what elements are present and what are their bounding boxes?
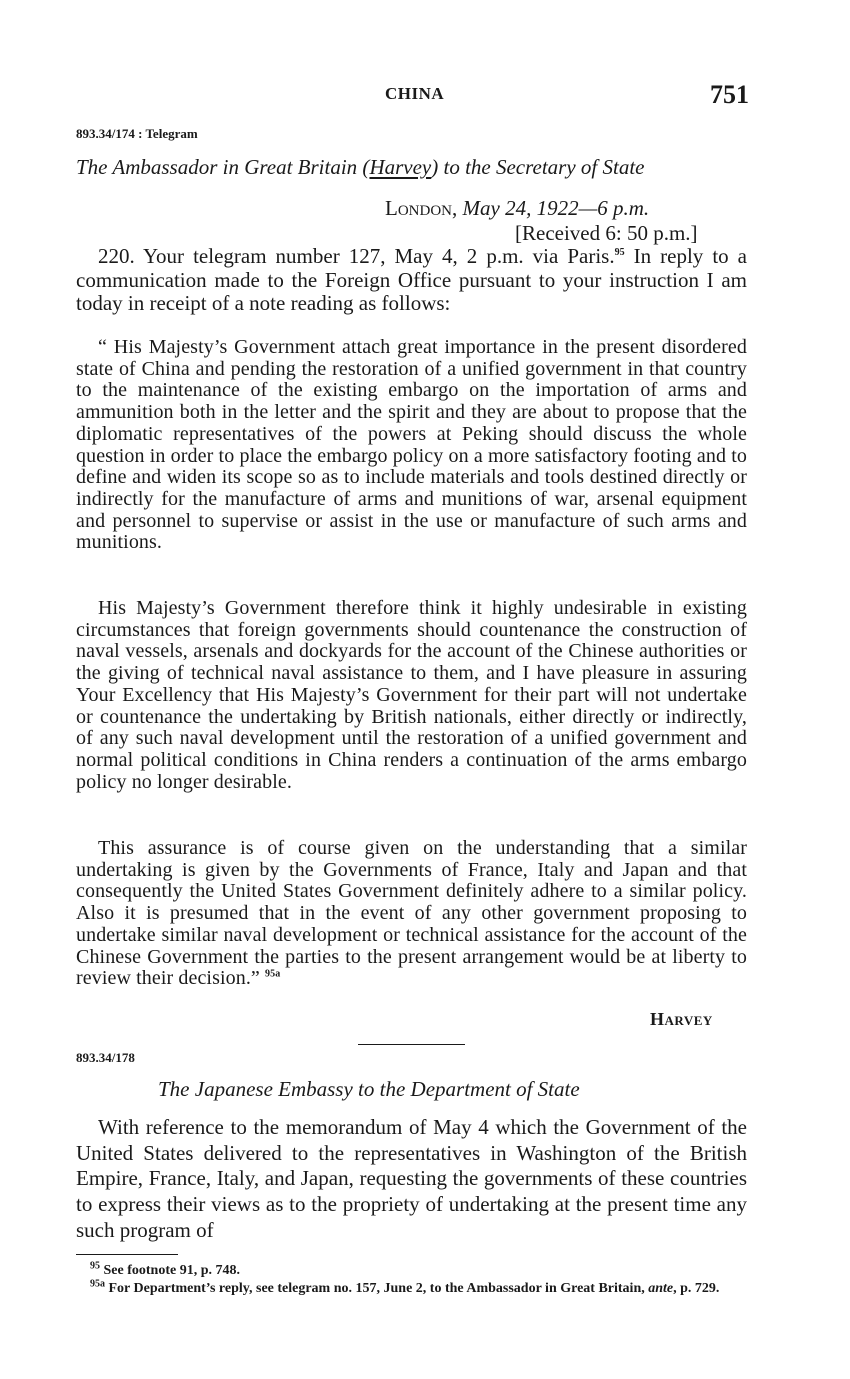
running-title: CHINA (385, 84, 445, 103)
quote-paragraph-3: This assurance is of course given on the understanding that a similar undertaking is given by the Governments of France, Italy and Japan and that consequently the United States Government definitely adhere to a similar policy. Also it is presumed that in the event of any other government proposing to undertake similar naval development or technical assistance for the account of the Chinese Government the parties to the present arrangement would be at liberty to review their decision.” $^{95a}$ (76, 837, 747, 990)
received-note: [Received 6: 50 p.m.] (515, 221, 698, 245)
section-divider (358, 1044, 465, 1045)
footnote-95a: $^{95a}$ For Department’s reply, see telegram no. 157, June 2, to the Ambassador in Great Britain, ante, p. 729. (90, 1278, 720, 1296)
file-reference: 893.34/174 : Telegram (76, 126, 198, 141)
embassy-memo-body: With reference to the memorandum of May 4 which the Government of the United States delivered to the representatives in Washington of the British Empire, France, Italy, and Japan, requesting the governments of these countries to express their views as to the propriety of undertaking at the present time any such program of (76, 1115, 747, 1242)
dateline (385, 196, 649, 221)
file-reference-2: 893.34/178 (76, 1050, 135, 1065)
signature: Harvey (650, 1009, 713, 1029)
document-heading-2: The Japanese Embassy to the Department of State (158, 1077, 580, 1101)
quote-paragraph-2: His Majesty’s Government therefore think it highly undesirable in existing circumstances that foreign governments should countenance the construction of naval vessels, arsenals and dockyards for the account of the Chinese authorities or the giving of technical naval assistance to them, and I have pleasure in assuring Your Excellency that His Majesty’s Government for their part will not undertake or countenance the undertaking by British nationals, either directly or indirectly, of any such naval development until the restoration of a unified government and normal political conditions in China renders a continuation of the arms embargo policy no longer desirable. (76, 597, 747, 793)
footnote-95: $^{95}$ See footnote 91, p. 748. (90, 1260, 240, 1278)
place: London, (385, 196, 458, 220)
date: May 24, 1922—6 p.m. (462, 196, 650, 220)
page-number: 751 (710, 80, 749, 109)
document-heading: The Ambassador in Great Britain (Harvey) to the Secretary of State (76, 155, 645, 179)
running-head (0, 80, 850, 109)
quote-paragraph-1: “ His Majesty’s Government attach great importance in the present disordered state of China and pending the restoration of a unified government in that country to the maintenance of the existing embargo on the importation of arms and ammunition both in the letter and the spirit and they are about to propose that the diplomatic representatives of the powers at Peking should discuss the whole question in order to place the embargo policy on a more satisfactory footing and to define and widen its scope so as to include materials and tools destined directly or indirectly for the manufacture of arms and munitions of war, arsenal equipment and personnel to supervise or assist in the use or manufacture of such arms and munitions. (76, 336, 747, 554)
telegram-intro: 220. Your telegram number 127, May 4, 2 p.m. via Paris.$^{95}$ In reply to a communication made to the Foreign Office pursuant to your instruction I am today in receipt of a note reading as follows: (76, 244, 747, 315)
footnote-rule (76, 1254, 178, 1255)
